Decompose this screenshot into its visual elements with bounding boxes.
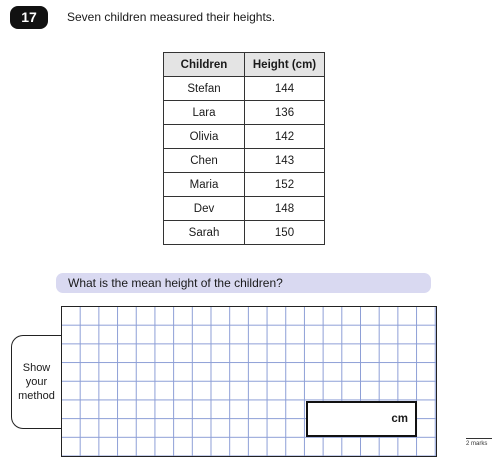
show-method-line: Show bbox=[22, 362, 51, 374]
child-name: Lara bbox=[164, 101, 245, 125]
question-prompt: What is the mean height of the children? bbox=[56, 273, 431, 293]
marks-label: 2 marks bbox=[466, 441, 488, 447]
table-header-row bbox=[164, 53, 325, 77]
table-row bbox=[164, 77, 325, 101]
table-row bbox=[164, 149, 325, 173]
show-method-label bbox=[11, 335, 61, 429]
header-children: Children bbox=[164, 53, 245, 77]
child-name: Dev bbox=[164, 197, 245, 221]
heights-table bbox=[163, 52, 325, 245]
child-name: Maria bbox=[164, 173, 245, 197]
child-height: 152 bbox=[245, 173, 325, 197]
child-name: Olivia bbox=[164, 125, 245, 149]
show-method-line: your bbox=[25, 376, 48, 388]
answer-unit: cm bbox=[391, 413, 408, 425]
table-row bbox=[164, 101, 325, 125]
child-height: 144 bbox=[245, 77, 325, 101]
table-row bbox=[164, 125, 325, 149]
child-height: 148 bbox=[245, 197, 325, 221]
question-intro: Seven children measured their heights. bbox=[67, 10, 276, 24]
child-height: 143 bbox=[245, 149, 325, 173]
answer-box[interactable] bbox=[306, 401, 417, 437]
table-row bbox=[164, 221, 325, 245]
header-height: Height (cm) bbox=[245, 53, 325, 77]
child-height: 150 bbox=[245, 221, 325, 245]
child-height: 136 bbox=[245, 101, 325, 125]
child-height: 142 bbox=[245, 125, 325, 149]
marks-divider bbox=[466, 438, 492, 439]
child-name: Stefan bbox=[164, 77, 245, 101]
question-number-badge: 17 bbox=[10, 6, 48, 29]
show-method-line: method bbox=[18, 390, 55, 402]
child-name: Sarah bbox=[164, 221, 245, 245]
table-row bbox=[164, 173, 325, 197]
child-name: Chen bbox=[164, 149, 245, 173]
table-row bbox=[164, 197, 325, 221]
